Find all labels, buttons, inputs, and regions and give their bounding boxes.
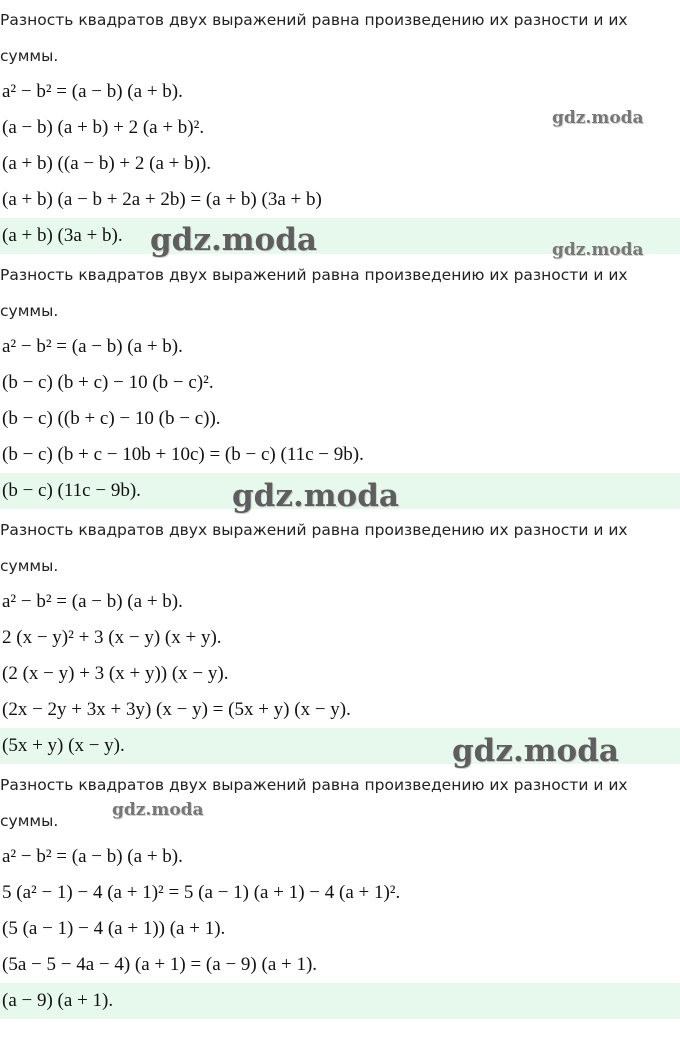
math-line: a² − b² = (a − b) (a + b). — [2, 846, 183, 867]
watermark-logo: gdz.moda — [232, 478, 399, 514]
solution-block-1 — [0, 2, 680, 254]
watermark-logo: gdz.moda — [552, 240, 644, 260]
intro-text: Разность квадратов двух выражений равна произведению их разности и их суммы. — [0, 521, 628, 575]
watermark-logo: gdz.moda — [112, 800, 204, 820]
math-line: (2 (x − y) + 3 (x + y)) (x − y). — [2, 663, 229, 684]
math-line: (a + b) (a − b + 2a + 2b) = (a + b) (3a + b) — [2, 189, 322, 210]
math-line: (2x − 2y + 3x + 3y) (x − y) = (5x + y) (x − y). — [2, 699, 351, 720]
math-line: a² − b² = (a − b) (a + b). — [2, 336, 183, 357]
intro-text: Разность квадратов двух выражений равна произведению их разности и их суммы. — [0, 266, 628, 320]
watermark-logo: gdz.moda — [552, 108, 644, 128]
solution-block-2 — [0, 257, 680, 509]
math-line: 2 (x − y)² + 3 (x − y) (x + y). — [2, 627, 222, 648]
answer-line: (5x + y) (x − y). — [0, 728, 680, 764]
answer-line: (b − c) (11c − 9b). — [0, 473, 680, 509]
math-line: (5a − 5 − 4a − 4) (a + 1) = (a − 9) (a + 1). — [2, 954, 318, 975]
watermark-logo: gdz.moda — [452, 733, 619, 769]
math-line: (b − c) (b + c − 10b + 10c) = (b − c) (11c − 9b). — [2, 444, 364, 465]
math-line: (b − c) ((b + c) − 10 (b − c)). — [2, 408, 221, 429]
answer-line: (a − 9) (a + 1). — [0, 983, 680, 1019]
math-line: a² − b² = (a − b) (a + b). — [2, 81, 183, 102]
answer-line: (a + b) (3a + b). — [0, 218, 680, 254]
math-line: 5 (a² − 1) − 4 (a + 1)² = 5 (a − 1) (a + 1) − 4 (a + 1)². — [2, 882, 401, 903]
solution-block-4 — [0, 767, 680, 1019]
math-line: a² − b² = (a − b) (a + b). — [2, 591, 183, 612]
math-line: (a + b) ((a − b) + 2 (a + b)). — [2, 153, 212, 174]
math-line: (b − c) (b + c) − 10 (b − c)². — [2, 372, 214, 393]
math-line: (a − b) (a + b) + 2 (a + b)². — [2, 117, 205, 138]
solution-block-3 — [0, 512, 680, 764]
watermark-logo: gdz.moda — [150, 222, 317, 258]
math-line: (5 (a − 1) − 4 (a + 1)) (a + 1). — [2, 918, 226, 939]
intro-text: Разность квадратов двух выражений равна произведению их разности и их суммы. — [0, 11, 628, 65]
intro-text: Разность квадратов двух выражений равна произведению их разности и их суммы. — [0, 776, 628, 830]
